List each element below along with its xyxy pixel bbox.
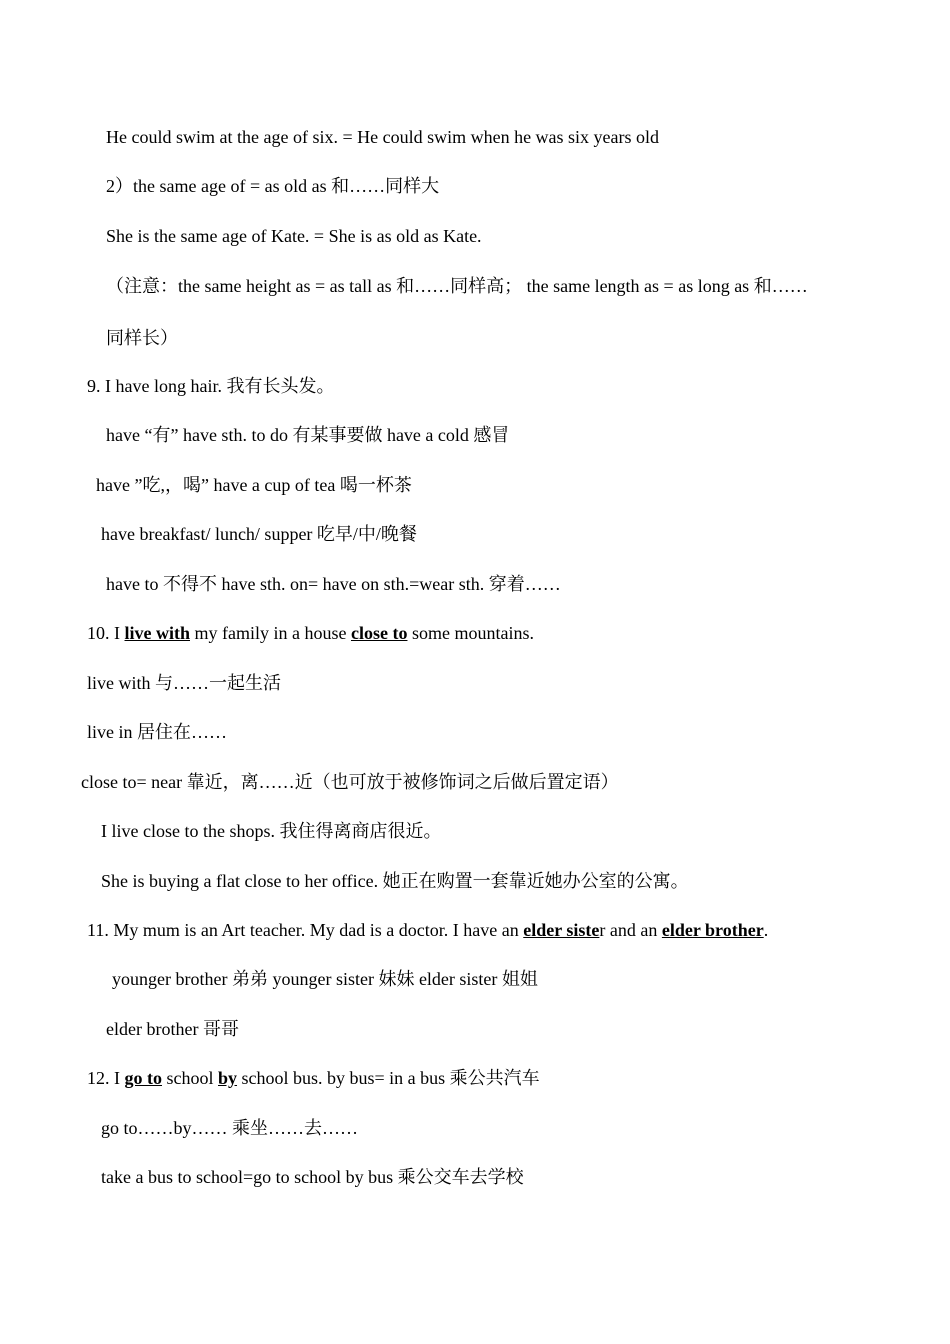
close-to-example-1: I live close to the shops. 我住得离商店很近。 [101, 821, 442, 841]
keyword-go-to: go to [124, 1068, 162, 1088]
item-10-text-post: some mountains. [407, 623, 534, 643]
close-to-example-2: She is buying a flat close to her office. 她正在购置一套靠近她办公室的公寓。 [101, 871, 689, 891]
have-usage-4: have to 不得不 have sth. on= have on sth.=wear sth. 穿着…… [106, 574, 561, 594]
keyword-close-to: close to [350, 623, 408, 643]
item-12-text-pre: 12. I [87, 1068, 125, 1088]
example-sentence-age: He could swim at the age of six. = He could swim when he was six years old [106, 127, 660, 147]
item-10-text-mid: my family in a house [190, 623, 351, 643]
have-usage-3: have breakfast/ lunch/ supper 吃早/中/晚餐 [101, 524, 417, 544]
keyword-by: by [218, 1068, 238, 1088]
item-11-heading [87, 919, 768, 941]
have-usage-2: have ”吃,，喝” have a cup of tea 喝一杯茶 [96, 475, 412, 495]
note-attention-cont: 同样长） [106, 328, 178, 348]
item-9-heading: 9. I have long hair. 我有长头发。 [87, 376, 335, 396]
take-bus-note: take a bus to school=go to school by bus 乘公交车去学校 [101, 1167, 524, 1187]
item-12-text-post: school bus. by bus= in a bus 乘公共汽车 [237, 1068, 540, 1088]
keyword-elder-brother: elder brother [661, 920, 764, 940]
keyword-elder-sister: elder siste [523, 920, 600, 940]
keyword-live-with: live with [124, 623, 190, 643]
go-by-note: go to……by…… 乘坐……去…… [101, 1118, 359, 1138]
note-same-age: 2）the same age of = as old as 和……同样大 [106, 176, 440, 196]
sibling-vocab-2: elder brother 哥哥 [106, 1019, 239, 1039]
close-to-note: close to= near 靠近，离……近（也可放于被修饰词之后做后置定语） [81, 772, 619, 792]
note-attention: （注意：the same height as = as tall as 和……同样高； the same length as = as long as 和…… [106, 276, 808, 296]
item-12-heading [87, 1067, 540, 1089]
example-sentence-kate: She is the same age of Kate. = She is as old as Kate. [106, 226, 482, 246]
item-11-text-post: . [763, 920, 769, 940]
item-10-heading [87, 622, 534, 644]
item-11-text-mid: r and an [599, 920, 662, 940]
item-12-text-mid: school [162, 1068, 218, 1088]
sibling-vocab-1: younger brother 弟弟 younger sister 妹妹 elder sister 姐姐 [112, 969, 538, 989]
live-in-note: live in 居住在…… [87, 722, 227, 742]
item-10-text-pre: 10. I [87, 623, 125, 643]
live-with-note: live with 与……一起生活 [87, 673, 281, 693]
item-11-text-pre: 11. My mum is an Art teacher. My dad is a doctor. I have an [87, 920, 524, 940]
have-usage-1: have “有” have sth. to do 有某事要做 have a cold 感冒 [106, 425, 510, 445]
